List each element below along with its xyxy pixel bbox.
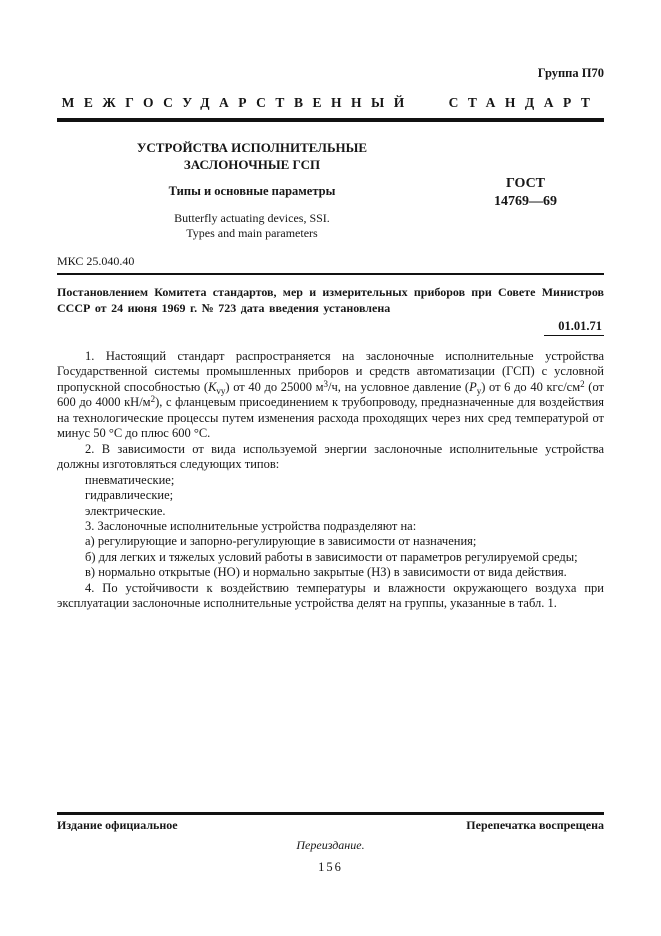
- section-rule: [57, 273, 604, 275]
- paragraph-3: 3. Заслоночные исполнительные устройства подразделяют на:: [85, 518, 417, 533]
- introduction-date-value: 01.01.71: [544, 319, 604, 336]
- cubic-superscript: 3: [323, 378, 329, 389]
- kv-subscript: vy: [216, 385, 226, 396]
- list-item-pneumatic: пневматические;: [85, 472, 175, 487]
- paragraph-1-text: (от 600 до 4000 кН/м: [57, 379, 604, 410]
- footer-row: [57, 818, 604, 833]
- paragraph-1-text: ) от 40 до 25000 м: [225, 379, 324, 394]
- document-body: [57, 349, 604, 612]
- paragraph-4: 4. По устойчивости к воздействию температуры и влажности окружающего воздуха при эксплуатации заслоночные исполнительные устройства делят на группы, указанные в табл. 1.: [57, 580, 604, 611]
- page-footer: [57, 812, 604, 875]
- header-rule: [57, 118, 604, 122]
- title-block: [57, 139, 604, 241]
- mks-code: МКС 25.040.40: [57, 254, 135, 268]
- square-superscript: 2: [580, 378, 585, 389]
- square-superscript: 2: [150, 394, 156, 405]
- gost-designation: [447, 175, 604, 241]
- paragraph-3b: б) для легких и тяжелых условий работы в зависимости от параметров регулируемой среды;: [85, 549, 578, 564]
- official-edition-label: Издание официальное: [57, 817, 178, 832]
- list-item-hydraulic: гидравлические;: [85, 488, 174, 503]
- introduction-date: [57, 319, 604, 336]
- gost-number: 14769—69: [494, 194, 557, 209]
- page-number: 156: [318, 859, 343, 874]
- paragraph-1: [57, 349, 604, 442]
- group-label: Группа П70: [537, 66, 604, 80]
- py-symbol: Р: [469, 379, 477, 394]
- paragraph-3c: в) нормально открытые (НО) и нормально закрытые (НЗ) в зависимости от вида действия.: [85, 565, 567, 580]
- title-left-column: [57, 139, 447, 241]
- document-title-line1: УСТРОЙСТВА ИСПОЛНИТЕЛЬНЫЕ: [136, 140, 368, 155]
- paragraph-1-text: 1. Настоящий стандарт распространяется на заслоночные исполнительные устройства Государственной системы промышленных приборов и средств автоматизации (ГСП) с условной пропускной способностью (: [57, 349, 604, 394]
- kv-symbol: К: [208, 379, 217, 394]
- paragraph-1-text: ), с фланцевым присоединением к трубопроводу, предназначенные для воздействия на технологические процессы путем изменения расхода проходящих через них сред температурой от минус 50 °С до плюс 600 °С.: [57, 395, 605, 441]
- standard-type-header: МЕЖГОСУДАРСТВЕННЫЙ СТАНДАРТ: [61, 95, 600, 110]
- document-subtitle: Типы и основные параметры: [168, 184, 336, 198]
- list-item-electric: электрические.: [85, 503, 166, 518]
- subtitle-english-line1: Butterfly actuating devices, SSI.: [174, 211, 330, 225]
- document-subtitle-english: [57, 211, 447, 241]
- reissue-label: Переиздание.: [296, 837, 365, 852]
- paragraph-1-text: ) от 6 до 40 кгс/см: [481, 379, 581, 394]
- paragraph-2: 2. В зависимости от вида используемой энергии заслоночные исполнительные устройства должны изготовляться следующих типов:: [57, 441, 604, 472]
- py-subscript: у: [476, 385, 482, 396]
- document-title: [57, 139, 447, 173]
- subtitle-english-line2: Types and main parameters: [186, 226, 318, 240]
- footer-rule: [57, 812, 604, 815]
- gost-label: ГОСТ: [505, 176, 546, 191]
- reprint-forbidden-label: Перепечатка воспрещена: [466, 817, 604, 832]
- document-title-line2: ЗАСЛОНОЧНЫЕ ГСП: [183, 157, 321, 172]
- decree-paragraph: Постановлением Комитета стандартов, мер и измерительных приборов при Совете Министров СССР от 24 июня 1969 г. № 723 дата введения установлена: [57, 285, 604, 315]
- paragraph-3a: а) регулирующие и запорно-регулирующие в зависимости от назначения;: [85, 534, 477, 549]
- paragraph-1-text: /ч, на условное давление (: [328, 379, 470, 394]
